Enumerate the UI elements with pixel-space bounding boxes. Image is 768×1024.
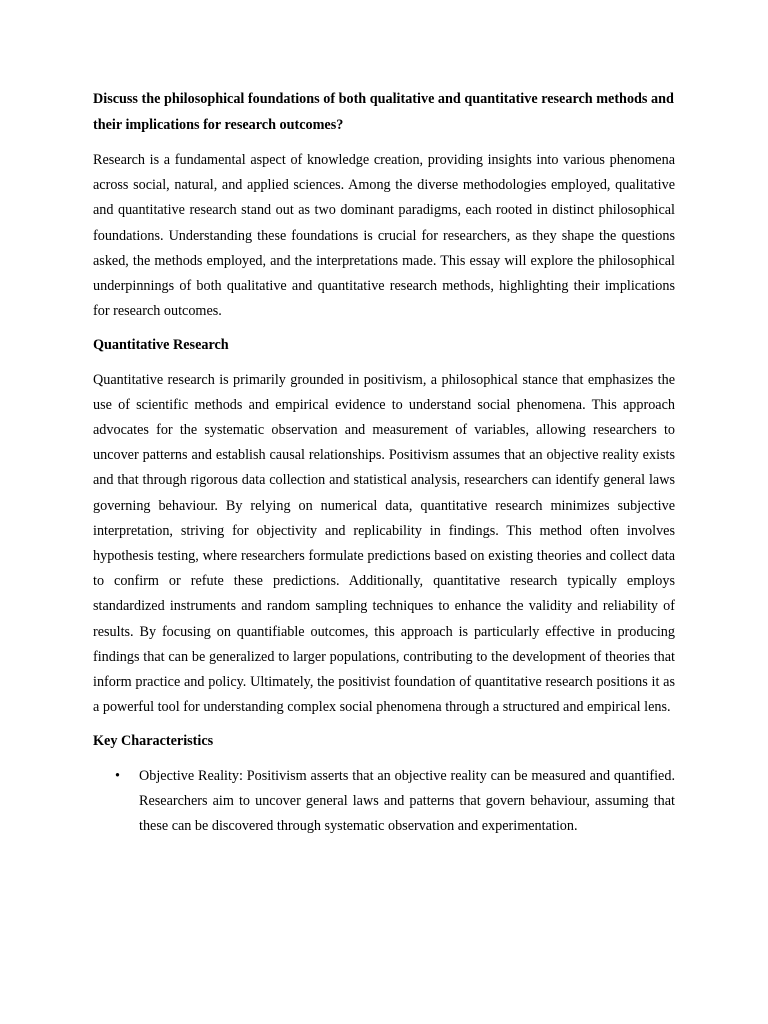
- quantitative-research-heading: Quantitative Research: [93, 337, 229, 354]
- list-item-text: Objective Reality: Positivism asserts that an objective reality can be measured and quantified. Researchers aim to uncover general laws and patterns that govern behaviour, assuming that these can be discovered through systematic observation and experimentation.: [139, 767, 675, 835]
- list-item: [93, 764, 675, 840]
- document-page: [93, 86, 675, 839]
- quantitative-research-paragraph: Quantitative research is primarily grounded in positivism, a philosophical stance that emphasizes the use of scientific methods and empirical evidence to understand social phenomena. This approach advocates for the systematic observation and measurement of variables, allowing researchers to uncover patterns and establish causal relationships. Positivism assumes that an objective reality exists and that through rigorous data collection and statistical analysis, researchers can identify general laws governing behaviour. By relying on numerical data, quantitative research minimizes subjective interpretation, striving for objectivity and replicability in findings. This method often involves hypothesis testing, where researchers formulate predictions based on existing theories and collect data to confirm or refute these predictions. Additionally, quantitative research typically employs standardized instruments and random sampling techniques to enhance the validity and reliability of results. By focusing on quantifiable outcomes, this approach is particularly effective in producing findings that can be generalized to larger populations, contributing to the development of theories that inform practice and policy. Ultimately, the positivist foundation of quantitative research positions it as a powerful tool for understanding complex social phenomena through a structured and empirical lens.: [93, 371, 675, 716]
- essay-question: Discuss the philosophical foundations of both qualitative and quantitative research methods and their implications for research outcomes?: [93, 91, 674, 133]
- key-characteristics-heading: Key Characteristics: [93, 733, 214, 750]
- intro-paragraph: Research is a fundamental aspect of knowledge creation, providing insights into various phenomena across social, natural, and applied sciences. Among the diverse methodologies employed, qualitative and quantitative research stand out as two dominant paradigms, each rooted in distinct philosophical foundations. Understanding these foundations is crucial for researchers, as they shape the questions asked, the methods employed, and the interpretations made. This essay will explore the philosophical underpinnings of both qualitative and quantitative research methods, highlighting their implications for research outcomes.: [93, 152, 675, 320]
- key-characteristics-list: [93, 764, 675, 840]
- bullet-icon: •: [115, 767, 120, 784]
